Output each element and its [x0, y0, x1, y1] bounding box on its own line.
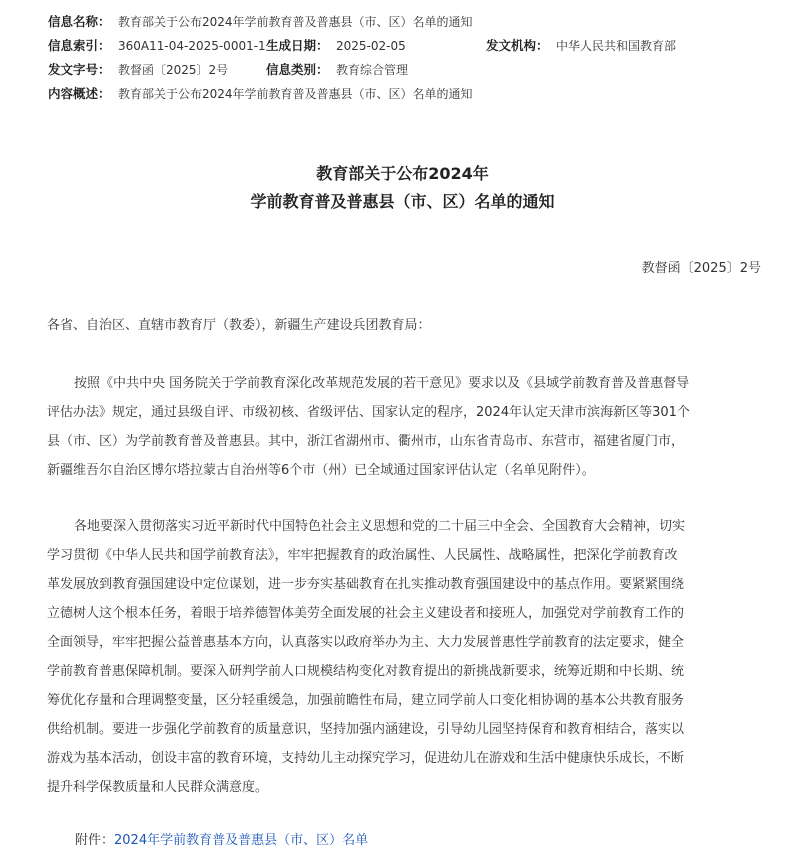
paragraph-line: 革发展放到教育强国建设中定位谋划，进一步夯实基础教育在扎实推动教育强国建设中的基点作用。要紧紧围绕 [47, 577, 685, 592]
paragraph-line: 评估办法》规定，通过县级自评、市级初核、省级评估、国家认定的程序，2024年认定天津市滨海新区等301个 [47, 405, 690, 420]
meta-name-value: 教育部关于公布2024年学前教育普及普惠县（市、区）名单的通知 [118, 15, 473, 29]
meta-index-label: 信息索引： [48, 38, 111, 53]
paragraph-line: 供给机制。要进一步强化学前教育的质量意识，坚持加强内涵建设，引导幼儿园坚持保育和教育相结合，落实以 [47, 722, 685, 737]
paragraph-line: 游戏为基本活动，创设丰富的教育环境，支持幼儿主动探究学习，促进幼儿在游戏和生活中健康快乐成长，不断 [47, 751, 685, 766]
paragraph-line: 县（市、区）为学前教育普及普惠县。其中，浙江省湖州市、衢州市，山东省青岛市、东营市，福建省厦门市， [47, 434, 685, 449]
document-metadata [48, 10, 788, 106]
meta-category-value: 教育综合管理 [336, 63, 409, 77]
title-line-2: 学前教育普及普惠县（市、区）名单的通知 [250, 192, 555, 211]
meta-issuer-value: 中华人民共和国教育部 [556, 39, 677, 53]
salutation: 各省、自治区、直辖市教育厅（教委），新疆生产建设兵团教育局： [47, 318, 431, 333]
paragraph-line: 全面领导，牢牢把握公益普惠基本方向，认真落实以政府举办为主、大力发展普惠性学前教育的法定要求，健全 [47, 635, 685, 650]
attachment [75, 830, 368, 852]
paragraph-line: 立德树人这个根本任务，着眼于培养德智体美劳全面发展的社会主义建设者和接班人，加强党对学前教育工作的 [47, 606, 685, 621]
meta-docno-label: 发文字号： [48, 62, 111, 77]
paragraph-2 [47, 512, 763, 802]
meta-row-name [48, 10, 788, 34]
meta-index-value: 360A11-04-2025-0001-1 [118, 39, 266, 53]
paragraph-1 [47, 369, 763, 485]
meta-summary-label: 内容概述： [48, 86, 111, 101]
attachment-link[interactable]: 2024年学前教育普及普惠县（市、区）名单 [114, 833, 369, 848]
meta-category-label: 信息类别： [266, 62, 329, 77]
meta-row-index [48, 34, 788, 58]
meta-summary-value: 教育部关于公布2024年学前教育普及普惠县（市、区）名单的通知 [118, 87, 473, 101]
title-line-1: 教育部关于公布2024年 [316, 164, 489, 183]
paragraph-line: 筹优化存量和合理调整变量，区分轻重缓急，加强前瞻性布局，建立同学前人口变化相协调的基本公共教育服务 [47, 693, 685, 708]
paragraph-line: 学前教育普惠保障机制。要深入研判学前人口规模结构变化对教育提出的新挑战新要求，统筹近期和中长期、统 [47, 664, 685, 679]
meta-docno-value: 教督函〔2025〕2号 [118, 63, 229, 77]
meta-row-summary [48, 82, 788, 106]
meta-date-value: 2025-02-05 [336, 39, 406, 53]
paragraph-line: 按照《中共中央 国务院关于学前教育深化改革规范发展的若干意见》要求以及《县域学前教育普及普惠督导 [74, 376, 690, 391]
meta-name-label: 信息名称： [48, 14, 111, 29]
paragraph-line: 提升科学保教质量和人民群众满意度。 [47, 780, 269, 795]
attachment-label: 附件： [75, 833, 115, 848]
paragraph-line: 学习贯彻《中华人民共和国学前教育法》，牢牢把握教育的政治属性、人民属性、战略属性，把深化学前教育改 [47, 548, 678, 563]
paragraph-line: 新疆维吾尔自治区博尔塔拉蒙古自治州等6个市（州）已全域通过国家评估认定（名单见附件）。 [47, 463, 595, 478]
document-title [0, 160, 805, 216]
meta-date-label: 生成日期： [266, 38, 329, 53]
paragraph-line: 各地要深入贯彻落实习近平新时代中国特色社会主义思想和党的二十届三中全会、全国教育大会精神，切实 [74, 519, 686, 534]
meta-row-docno [48, 58, 788, 82]
document-number: 教督函〔2025〕2号 [641, 261, 761, 276]
meta-issuer-label: 发文机构： [486, 38, 549, 53]
